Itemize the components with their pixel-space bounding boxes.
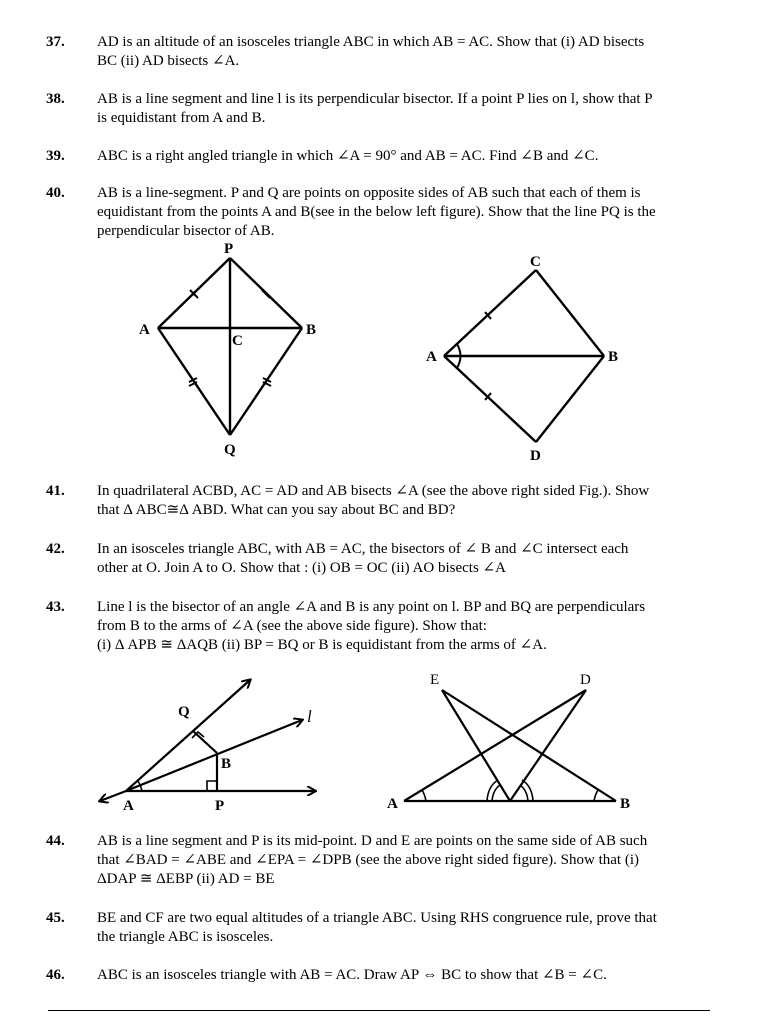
question-number: 38. [46, 91, 65, 107]
angle-bisector-figure [90, 670, 340, 815]
question-text-line: that Δ ABC≅Δ ABD. What can you say about BC and BD? [97, 502, 456, 518]
cross-label-b: B [620, 796, 631, 812]
question-text-line: BE and CF are two equal altitudes of a triangle ABC. Using RHS congruence rule, prove that [97, 910, 657, 926]
question-text-line: ABC is a right angled triangle in which ∠A = 90° and AB = AC. Find ∠B and ∠C. [97, 148, 599, 164]
kite-label-q: Q [224, 442, 236, 458]
question-number: 46. [46, 967, 65, 983]
question-number: 44. [46, 833, 65, 849]
question-text-line: that ∠BAD = ∠ABE and ∠EPA = ∠DPB (see the above right sided figure). Show that (i) [97, 852, 639, 868]
question-number: 39. [46, 148, 65, 164]
question-text-line: AB is a line-segment. P and Q are points on opposite sides of AB such that each of them is [97, 185, 641, 201]
question-text-line: In quadrilateral ACBD, AC = AD and AB bisects ∠A (see the above right sided Fig.). Show [97, 483, 650, 499]
kite-label-b: B [306, 322, 317, 338]
question-text-line: from B to the arms of ∠A (see the above side figure). Show that: [97, 618, 487, 634]
question-number: 42. [46, 541, 65, 557]
quad-label-c: C [530, 254, 541, 270]
crossing-triangles-figure [380, 668, 640, 818]
angle-label-q: Q [178, 704, 190, 720]
question-text-line: ΔDAP ≅ ΔEBP (ii) AD = BE [97, 871, 275, 887]
angle-label-a: A [123, 798, 134, 814]
question-text-line: is equidistant from A and B. [97, 110, 266, 126]
angle-label-p: P [215, 798, 225, 814]
quadrilateral-figure [420, 252, 620, 467]
question-text-line: ABC is an isosceles triangle with AB = AC. Draw AP ⇔ BC to show that ∠B = ∠C. [97, 967, 607, 983]
question-text-line: BC (ii) AD bisects ∠A. [97, 53, 240, 69]
kite-figure [130, 240, 330, 465]
question-text-line: AB is a line segment and line l is its perpendicular bisector. If a point P lies on l, show that P [97, 91, 653, 107]
question-text-line: perpendicular bisector of AB. [97, 223, 275, 239]
kite-label-c: C [232, 333, 243, 349]
cross-label-e: E [430, 672, 440, 688]
question-number: 40. [46, 185, 65, 201]
question-number: 45. [46, 910, 65, 926]
question-text-line: the triangle ABC is isosceles. [97, 929, 274, 945]
angle-label-b: B [221, 756, 232, 772]
cross-label-d: D [580, 672, 591, 688]
question-text-line: AB is a line segment and P is its mid-point. D and E are points on the same side of AB such [97, 833, 648, 849]
cross-label-a: A [387, 796, 398, 812]
quad-label-a: A [426, 349, 437, 365]
question-number: 41. [46, 483, 65, 499]
angle-label-l: l [307, 707, 312, 726]
footer-rule [48, 1010, 710, 1011]
question-number: 43. [46, 599, 65, 615]
question-text-line: equidistant from the points A and B(see in the below left figure). Show that the line PQ is the [97, 204, 656, 220]
kite-label-a: A [139, 322, 150, 338]
kite-label-p: P [224, 241, 234, 257]
question-text-line: (i) Δ APB ≅ ΔAQB (ii) BP = BQ or B is equidistant from the arms of ∠A. [97, 637, 547, 653]
question-text-line: AD is an altitude of an isosceles triangle ABC in which AB = AC. Show that (i) AD bisects [97, 34, 645, 50]
question-text-line: other at O. Join A to O. Show that : (i) OB = OC (ii) AO bisects ∠A [97, 560, 506, 576]
question-number: 37. [46, 34, 65, 50]
quad-label-d: D [530, 448, 541, 464]
question-text-line: Line l is the bisector of an angle ∠A and B is any point on l. BP and BQ are perpendiculars [97, 599, 646, 615]
quad-label-b: B [608, 349, 619, 365]
question-text-line: In an isosceles triangle ABC, with AB = AC, the bisectors of ∠ B and ∠C intersect each [97, 541, 629, 557]
